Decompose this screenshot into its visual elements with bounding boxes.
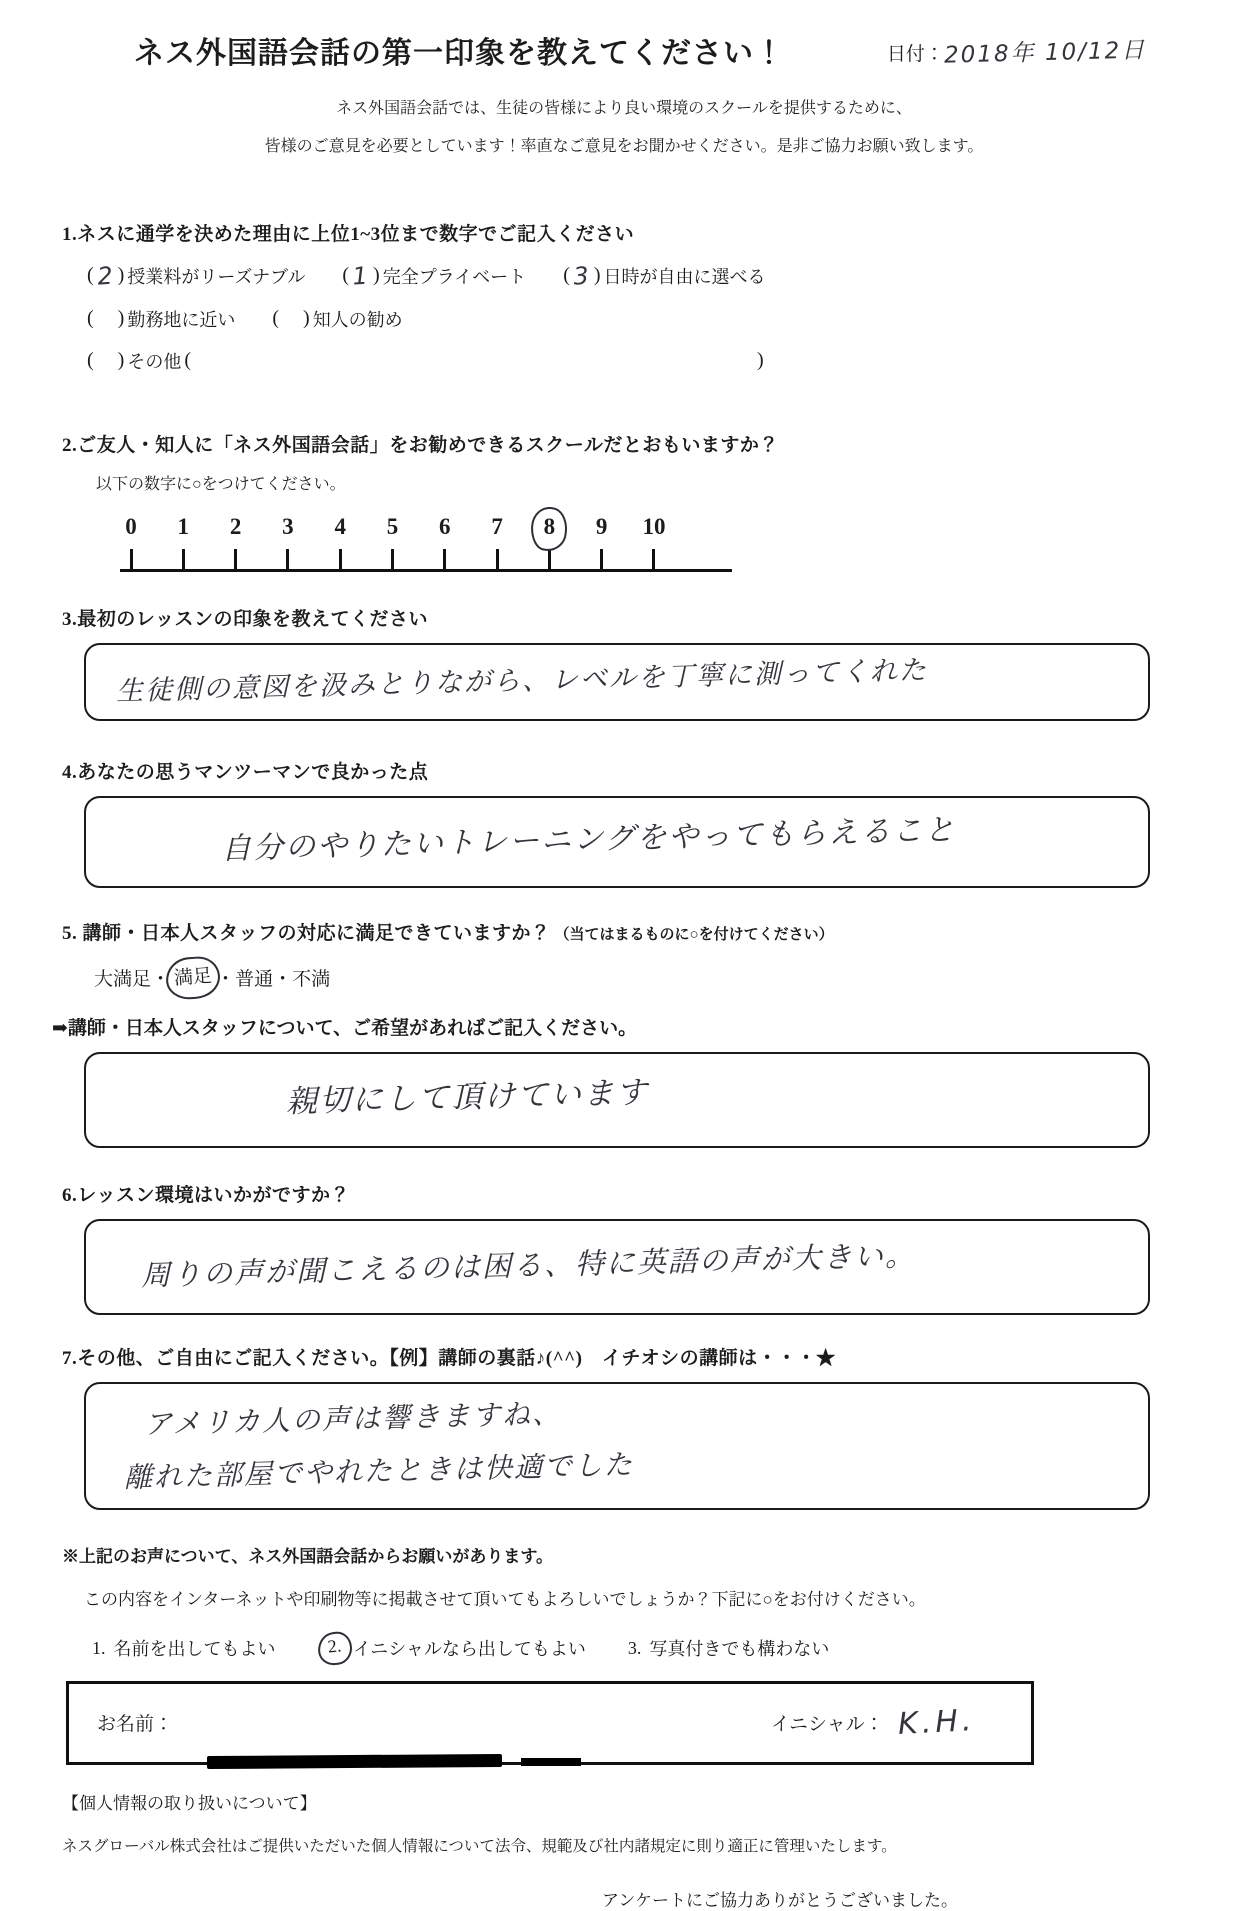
scale-6 <box>424 514 466 571</box>
redaction-mark <box>521 1758 581 1766</box>
paren-open: ( <box>272 307 280 330</box>
date-label: 日付： <box>886 44 944 65</box>
tick-mark <box>234 549 237 571</box>
q1-option-reasonable <box>84 262 305 290</box>
q1-options-row2 <box>84 306 1186 332</box>
consent-instruction: この内容をインターネットや印刷物等に掲載させて頂いてもよろしいでしょうか？下記に○をお付けください。 <box>84 1589 926 1609</box>
q1-option-private <box>339 262 526 290</box>
q4-handwritten-answer: 自分のやりたいトレーニングをやってもらえること <box>220 812 957 868</box>
consent-option-label: 写真付きでも構わない <box>649 1639 830 1660</box>
q1-option-schedule <box>560 262 765 290</box>
tick-mark <box>600 549 603 571</box>
q1-options-row3 <box>84 348 1186 374</box>
q1-option-label: その他 <box>127 351 182 372</box>
q5-option-fuman: 不満 <box>292 969 331 991</box>
q5-option-manzoku: 満足 <box>173 965 213 990</box>
q5-label-note: （当てはまるものに○を付けてください） <box>554 926 834 943</box>
selection-circle <box>530 505 570 552</box>
scale-number: 7 <box>491 513 503 539</box>
paren-open: ( <box>342 264 350 287</box>
scale-numbers <box>110 514 675 571</box>
consent-option-number: 3. <box>627 1637 642 1658</box>
scale-0 <box>110 514 152 571</box>
q1-option-other <box>84 348 767 374</box>
paren-close: ) <box>303 307 310 330</box>
privacy-text: ネスグローバル株式会社はご提供いただいた個人情報について法令、規範及び社内諸規定に則り適正に管理いたします。 <box>62 1837 897 1855</box>
initial-label: イニシャル： <box>770 1714 884 1736</box>
q1-option-label: 知人の勧め <box>312 309 403 330</box>
scale-1 <box>162 514 204 571</box>
q7-label: 7.その他、ご自由にご記入ください。【例】講師の裏話♪(^^) イチオシの講師は・・・★ <box>62 1347 836 1369</box>
consent-option-3 <box>628 1635 830 1661</box>
scale-number: 8 <box>543 513 556 539</box>
scale-4 <box>319 514 361 571</box>
tick-mark <box>443 549 446 571</box>
paren-open: ( <box>563 264 570 287</box>
intro-line-2: 皆様のご意見を必要としています！率直なご意見をお聞かせください。是非ご協力お願い致します。 <box>264 138 984 156</box>
q5-satisfaction-options <box>94 957 1186 999</box>
tick-mark <box>652 549 655 571</box>
q3-label: 3.最初のレッスンの印象を教えてください <box>62 608 429 630</box>
q7-answer-box <box>84 1382 1150 1510</box>
consent-option-number-circled: 2. <box>316 1630 353 1666</box>
q5-label: 5. 講師・日本人スタッフの対応に満足できていますか？ <box>62 922 551 944</box>
q1-option-label: 日時が自由に選べる <box>603 266 766 287</box>
option-separator: ・ <box>273 969 293 991</box>
paren-close: ) <box>373 264 380 287</box>
thanks-text: アンケートにご協力ありがとうございました。 <box>602 1890 958 1910</box>
scale-number: 1 <box>177 513 190 539</box>
date-value-handwritten: 2018年 10/12日 <box>943 37 1147 69</box>
option-separator: ・ <box>151 969 171 991</box>
scale-8-selected <box>528 514 570 571</box>
q1-rank-handwritten: 2 <box>96 261 116 291</box>
q6-handwritten-answer: 周りの声が聞こえるのは困る、特に英語の声が大きい。 <box>140 1238 917 1293</box>
consent-options <box>92 1632 1186 1665</box>
q6-answer-box <box>84 1219 1150 1315</box>
scale-number: 5 <box>386 513 399 539</box>
q2-rating-scale <box>110 514 740 572</box>
consent-note: ※上記のお声について、ネス外国語会話からお願いがあります。 <box>62 1546 553 1566</box>
q1-rank-handwritten: 1 <box>351 261 371 291</box>
scale-10 <box>633 514 675 571</box>
q3-answer-box <box>84 643 1150 721</box>
consent-option-number: 1. <box>92 1637 106 1658</box>
q2-label: 2.ご友人・知人に「ネス外国語会話」をお勧めできるスクールだとおもいますか？ <box>62 434 779 456</box>
redaction-mark <box>207 1754 502 1769</box>
tick-mark <box>548 549 551 571</box>
paren-close: ) <box>117 349 125 372</box>
scale-number: 2 <box>229 513 242 539</box>
scale-number: 3 <box>282 513 294 539</box>
consent-option-label: イニシャルなら出してもよい <box>353 1639 586 1660</box>
intro-line-1: ネス外国語会話では、生徒の皆様により良い環境のスクールを提供するために、 <box>336 100 912 117</box>
q1-option-referral <box>269 306 402 332</box>
initial-field <box>770 1703 976 1743</box>
tick-mark <box>391 549 394 571</box>
q5-sub-label: ➡講師・日本人スタッフについて、ご希望があればご記入ください。 <box>52 1017 638 1039</box>
consent-option-1 <box>92 1635 276 1661</box>
q5-answer-box <box>84 1052 1150 1148</box>
q1-option-label: 勤務地に近い <box>127 309 236 330</box>
paren-open: ( <box>87 264 94 287</box>
header <box>62 28 1186 72</box>
scale-number: 4 <box>334 513 346 539</box>
scale-number: 0 <box>125 513 137 539</box>
q7-handwritten-answer-line1: アメリカ人の声は響きますね、 <box>143 1396 563 1441</box>
scale-number: 9 <box>595 513 608 539</box>
q5-option-futsuu: 普通 <box>235 969 274 991</box>
q1-option-label: 授業料がリーズナブル <box>127 266 306 287</box>
tick-mark <box>496 549 499 571</box>
q7-handwritten-answer-line2: 離れた部屋でやれたときは快適でした <box>123 1447 635 1494</box>
scale-3 <box>267 514 309 571</box>
scale-9 <box>581 514 623 571</box>
option-separator: ・ <box>216 969 236 991</box>
q6-label: 6.レッスン環境はいかがですか？ <box>62 1184 351 1206</box>
q5-option-daimanzoku: 大満足 <box>94 969 152 991</box>
q4-answer-box <box>84 796 1150 888</box>
q1-options-row1 <box>84 262 1186 290</box>
scale-number: 6 <box>439 513 451 539</box>
q2-instruction: 以下の数字に○をつけてください。 <box>96 475 346 493</box>
q5-label-row <box>62 918 1186 945</box>
scale-7 <box>476 514 518 571</box>
tick-mark <box>286 549 289 571</box>
q5-handwritten-answer: 親切にして頂けています <box>285 1074 650 1120</box>
scale-number: 10 <box>642 513 666 539</box>
name-label: お名前： <box>97 1714 174 1736</box>
paren-close: ) <box>593 264 601 287</box>
paren-close: ) <box>757 349 764 372</box>
q1-option-workplace <box>84 306 235 332</box>
initial-value-handwritten: K.H. <box>896 1703 976 1743</box>
q1-label: 1.ネスに通学を決めた理由に上位1~3位まで数字でご記入ください <box>62 223 635 245</box>
paren-open: ( <box>87 307 94 330</box>
name-box <box>66 1681 1034 1765</box>
scale-2 <box>215 514 257 571</box>
tick-mark <box>182 549 185 571</box>
consent-option-label: 名前を出してもよい <box>113 1639 276 1660</box>
q1-option-label: 完全プライベート <box>382 266 527 287</box>
consent-option-2-circled <box>318 1632 586 1665</box>
q1-rank-handwritten: 3 <box>572 261 592 291</box>
privacy-title: 【個人情報の取り扱いについて】 <box>62 1793 317 1813</box>
page-title: ネス外国語会話の第一印象を教えてください！ <box>134 37 785 70</box>
paren-open: ( <box>87 349 94 372</box>
q4-label: 4.あなたの思うマンツーマンで良かった点 <box>62 761 429 783</box>
paren-close: ) <box>117 307 125 330</box>
intro-text <box>62 90 1186 167</box>
paren-open: ( <box>184 349 192 372</box>
scale-5 <box>371 514 413 571</box>
tick-mark <box>130 549 133 571</box>
date-field <box>887 34 1146 67</box>
q5-option-manzoku-circled <box>165 955 222 1001</box>
tick-mark <box>339 549 342 571</box>
q3-handwritten-answer: 生徒側の意図を汲みとりながら、レベルを丁寧に測ってくれた <box>115 654 929 707</box>
paren-close: ) <box>117 264 125 287</box>
